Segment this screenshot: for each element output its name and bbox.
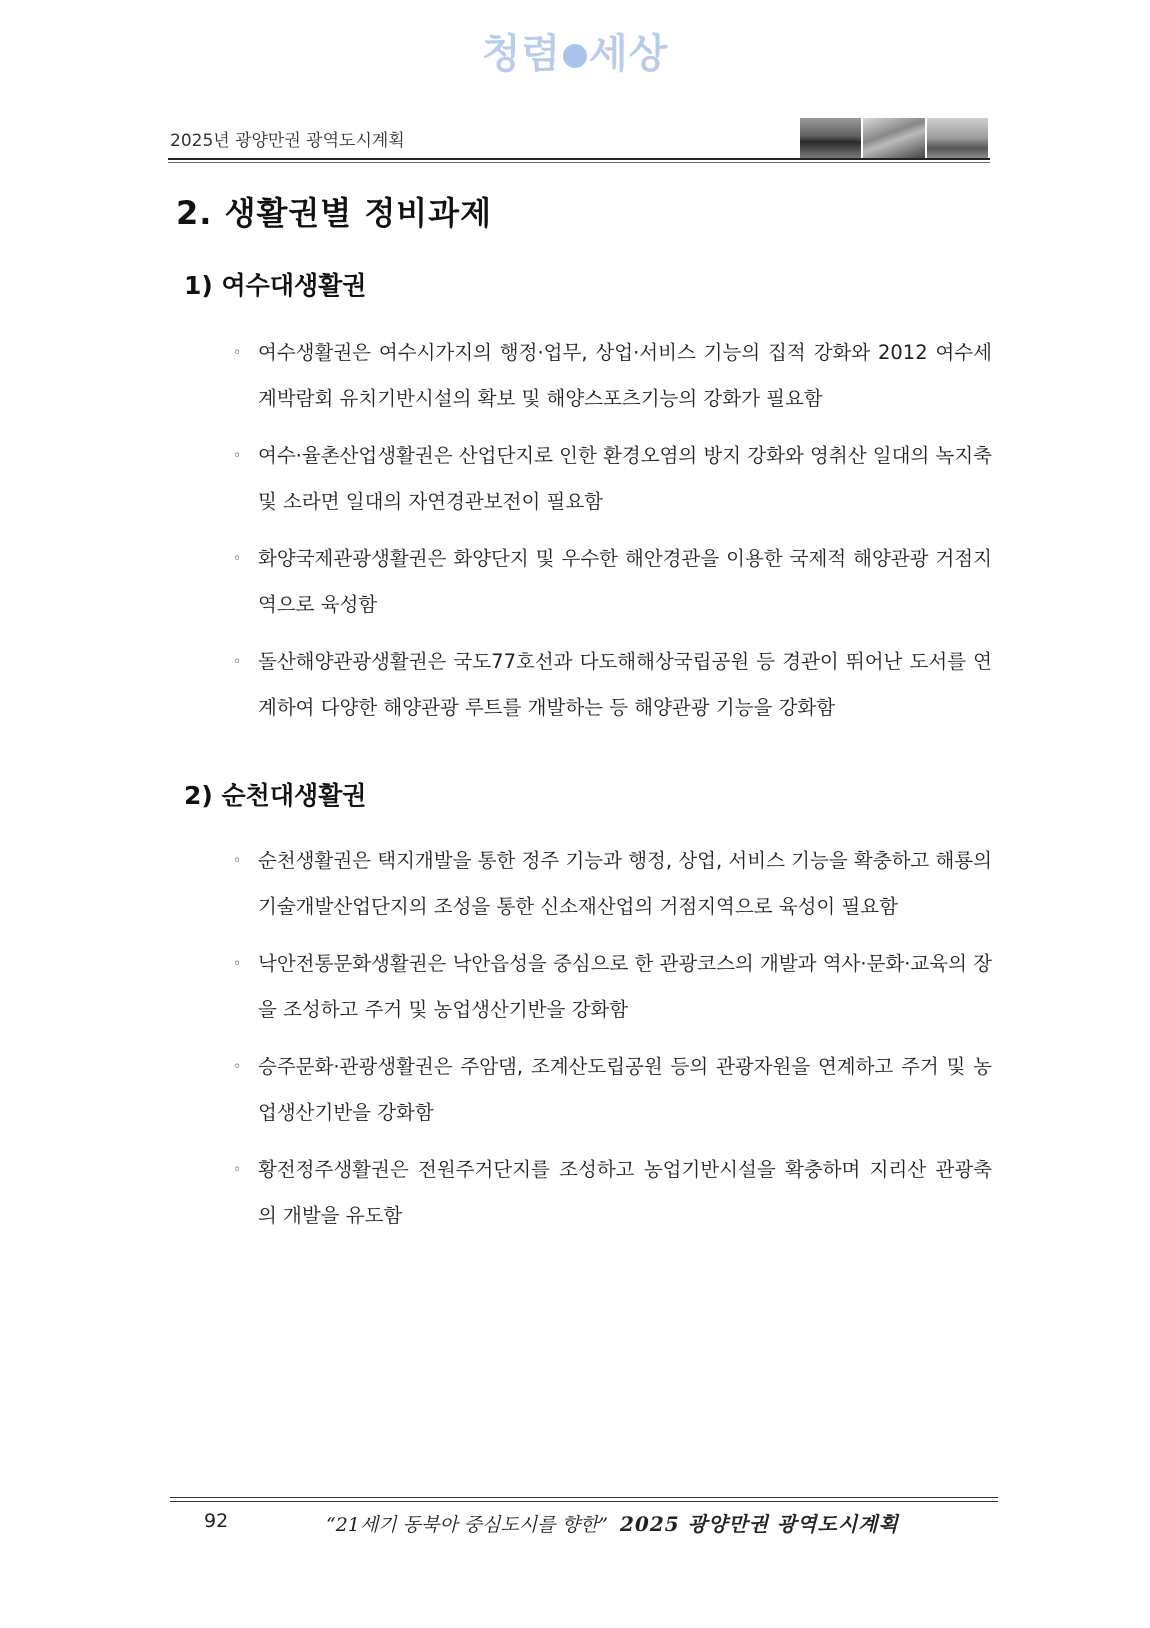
running-header-title: 2025년 광양만권 광역도시계획	[170, 131, 405, 151]
subsection-title-yeosu: 1) 여수대생활권	[184, 271, 367, 300]
bullet-icon: ◦	[233, 345, 242, 361]
bullet-icon: ◦	[233, 654, 242, 670]
bullet-icon: ◦	[233, 853, 242, 869]
subsection-list-suncheon	[230, 838, 992, 1250]
list-item: ◦ 순천생활권은 택지개발을 통한 정주 기능과 행정, 상업, 서비스 기능을 확충하고 해룡의 기술개발산업단지의 조성을 통한 신소재산업의 거점지역으로 육성이 필요함	[230, 838, 992, 930]
header-rule-thin	[168, 162, 990, 163]
footer-rule	[170, 1497, 998, 1498]
subsection-title-suncheon: 2) 순천대생활권	[184, 781, 367, 810]
header-photo-city	[927, 118, 988, 158]
list-item: ◦ 여수생활권은 여수시가지의 행정·업무, 상업·서비스 기능의 집적 강화와 2012 여수세계박람회 유치기반시설의 확보 및 해양스포츠기능의 강화가 필요함	[230, 330, 992, 422]
logo-text-right: 세상	[589, 31, 669, 77]
list-item: ◦ 화양국제관광생활권은 화양단지 및 우수한 해안경관을 이용한 국제적 해양관광 거점지역으로 육성함	[230, 536, 992, 628]
list-item: ◦ 여수·율촌산업생활권은 산업단지로 인한 환경오염의 방지 강화와 영취산 일대의 녹지축 및 소라면 일대의 자연경관보전이 필요함	[230, 433, 992, 525]
bullet-icon: ◦	[233, 1162, 242, 1178]
footer-plan-title: 2025 광양만권 광역도시계획	[619, 1512, 899, 1536]
page-logo	[0, 22, 1150, 79]
bullet-icon: ◦	[233, 956, 242, 972]
list-item: ◦ 승주문화·관광생활권은 주암댐, 조계산도립공원 등의 관광자원을 연계하고 주거 및 농업생산기반을 강화함	[230, 1044, 992, 1136]
list-item: ◦ 낙안전통문화생활권은 낙안읍성을 중심으로 한 관광코스의 개발과 역사·문화·교육의 장을 조성하고 주거 및 농업생산기반을 강화함	[230, 941, 992, 1033]
list-item: ◦ 돌산해양관광생활권은 국도77호선과 다도해해상국립공원 등 경관이 뛰어난 도서를 연계하여 다양한 해양관광 루트를 개발하는 등 해양관광 기능을 강화함	[230, 639, 992, 731]
footer-rule-secondary	[170, 1501, 998, 1502]
subsection-list-yeosu	[230, 330, 992, 742]
bullet-icon: ◦	[233, 448, 242, 464]
bullet-icon: ◦	[233, 1059, 242, 1075]
page-number: 92	[204, 1510, 229, 1532]
footer-caption	[326, 1508, 899, 1537]
header-photo-sunset	[800, 118, 861, 158]
logo-emblem-icon	[563, 44, 587, 68]
footer-quote: “21세기 동북아 중심도시를 향한”	[326, 1514, 608, 1536]
header-photo-river	[863, 118, 924, 158]
section-title: 2. 생활권별 정비과제	[176, 194, 492, 232]
list-item: ◦ 황전정주생활권은 전원주거단지를 조성하고 농업기반시설을 확충하며 지리산 관광축의 개발을 유도함	[230, 1147, 992, 1239]
header-photo-strip	[800, 118, 988, 158]
logo-text-left: 청렴	[481, 31, 561, 77]
bullet-icon: ◦	[233, 551, 242, 567]
header-rule	[168, 158, 990, 160]
